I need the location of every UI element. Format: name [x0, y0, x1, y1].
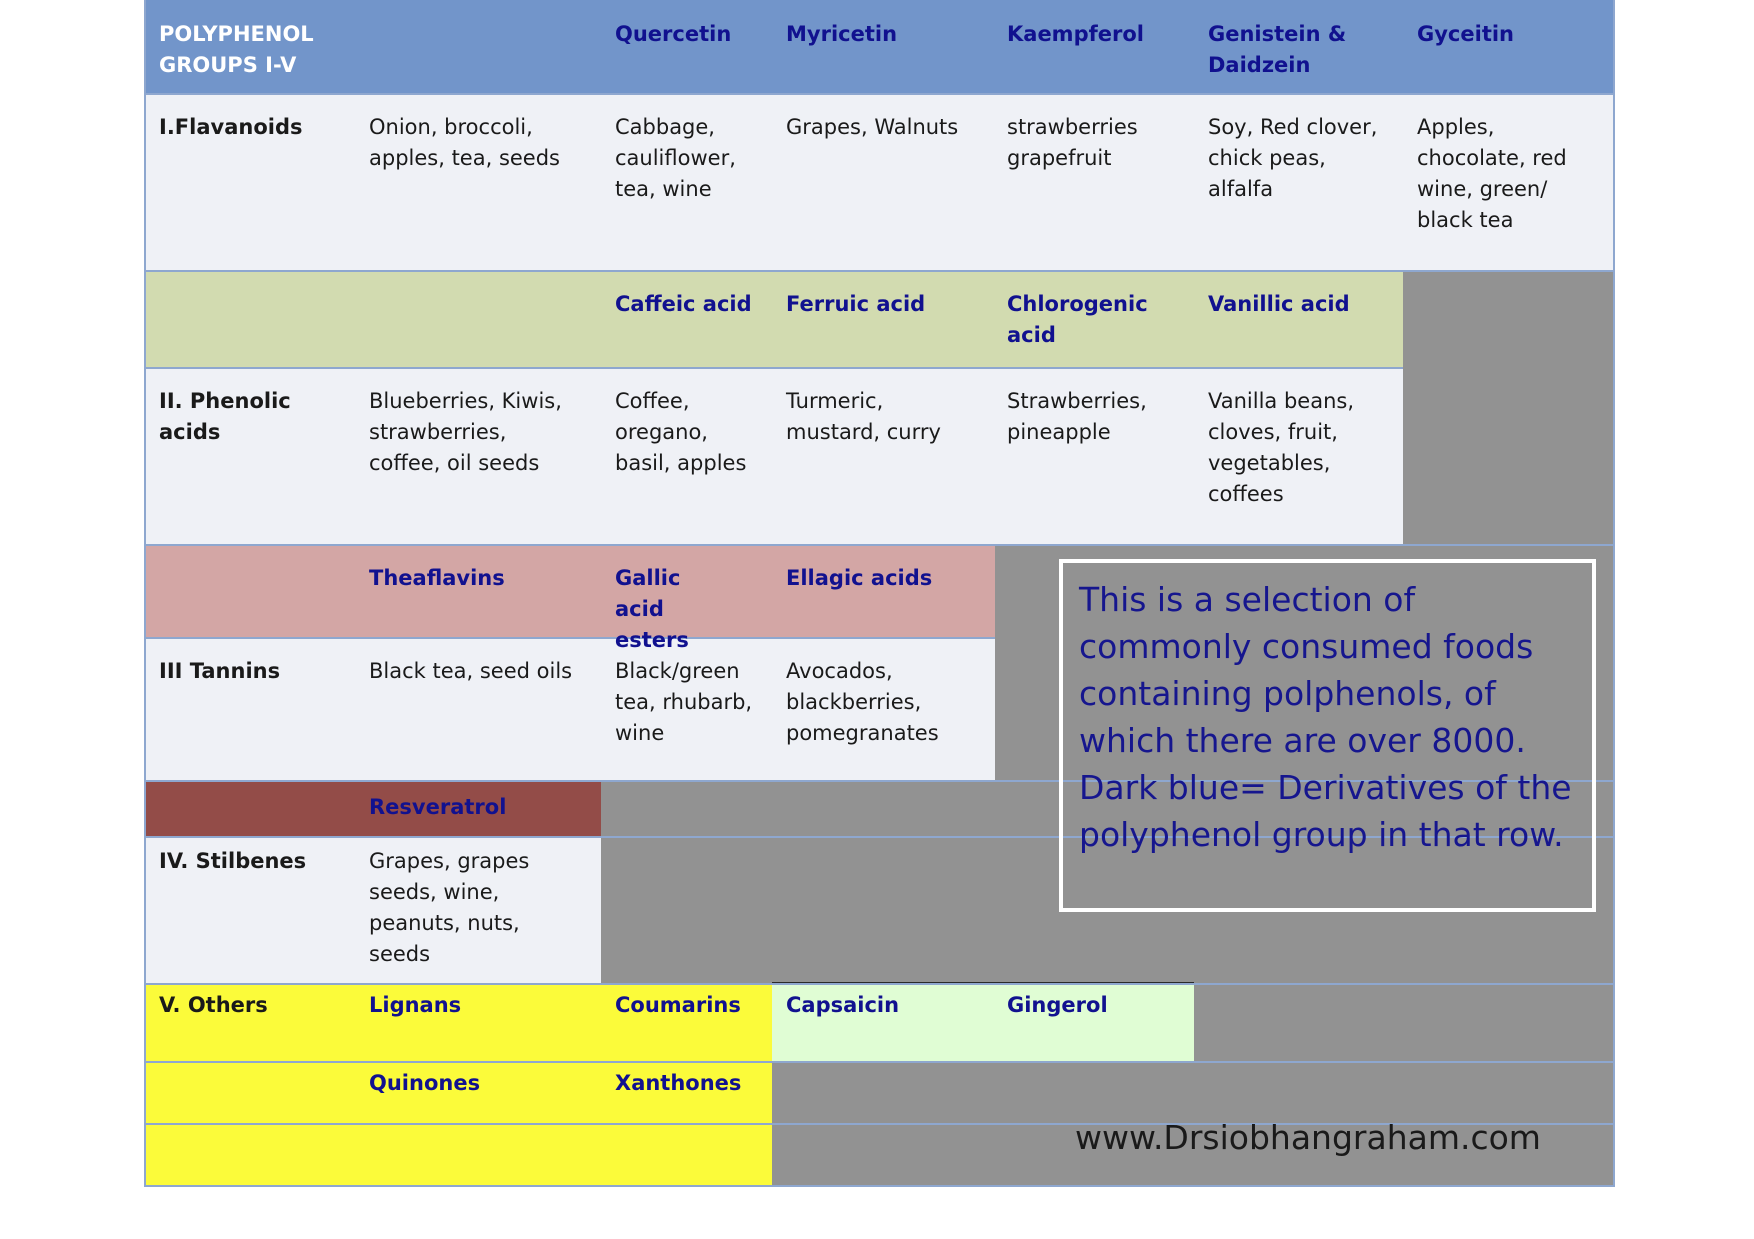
row-label-stilbenes: IV. Stilbenes [159, 849, 307, 873]
others-derivative-quinones: Quinones [369, 1071, 481, 1095]
phenolic-derivative-vanillic: Vanillic acid [1208, 292, 1350, 316]
flavanoids-foods-6: Apples, chocolate, red wine, green/ black tea [1417, 115, 1567, 232]
flavanoids-foods-5: Soy, Red clover, chick peas, alfalfa [1208, 115, 1378, 201]
phenolic-foods-4: Strawberries, pineapple [1007, 389, 1147, 444]
phenolic-foods-3: Turmeric, mustard, curry [786, 389, 941, 444]
phenolic-derivative-chlorogenic: Chlorogenic acid [1007, 292, 1148, 347]
tannin-derivative-theaflavins: Theaflavins [369, 566, 505, 590]
header-derivative-gyceitin: Gyceitin [1417, 22, 1515, 46]
others-derivative-xanthones: Xanthones [615, 1071, 742, 1095]
header-derivative-quercetin: Quercetin [615, 22, 732, 46]
phenolic-foods-2: Coffee, oregano, basil, apples [615, 389, 747, 475]
row-label-phenolic-acids: II. Phenolic acids [159, 389, 291, 444]
row-label-flavanoids: I.Flavanoids [159, 115, 303, 139]
header-derivative-kaempferol: Kaempferol [1007, 22, 1144, 46]
flavanoids-foods-4: strawberries grapefruit [1007, 115, 1138, 170]
tannin-foods-1: Black tea, seed oils [369, 659, 573, 683]
note-box [1059, 559, 1596, 912]
row-label-tannins: III Tannins [159, 659, 281, 683]
note-legend-text: Dark blue= Derivatives of the polyphenol group in that row. [1079, 768, 1572, 854]
header-derivative-myricetin: Myricetin [786, 22, 898, 46]
others-derivative-capsaicin: Capsaicin [786, 993, 900, 1017]
tannin-foods-2: Black/green tea, rhubarb, wine [615, 659, 753, 745]
phenolic-derivative-ferruic: Ferruic acid [786, 292, 926, 316]
grid-line [145, 1185, 1614, 1187]
row-label-others: V. Others [159, 993, 268, 1017]
others-derivative-gingerol: Gingerol [1007, 993, 1108, 1017]
flavanoids-foods-3: Grapes, Walnuts [786, 115, 959, 139]
tannin-derivative-ellagic: Ellagic acids [786, 566, 933, 590]
tannin-foods-3: Avocados, blackberries, pomegranates [786, 659, 939, 745]
flavanoids-foods-2: Cabbage, cauliflower, tea, wine [615, 115, 736, 201]
others-derivative-lignans: Lignans [369, 993, 462, 1017]
stilbene-derivative-resveratrol: Resveratrol [369, 795, 507, 819]
stilbene-foods-1: Grapes, grapes seeds, wine, peanuts, nuts, seeds [369, 849, 530, 966]
header-derivative-genistein-daidzein: Genistein & Daidzein [1208, 22, 1347, 77]
flavanoids-foods-1: Onion, broccoli, apples, tea, seeds [369, 115, 560, 170]
others-derivative-coumarins: Coumarins [615, 993, 741, 1017]
phenolic-derivative-caffeic: Caffeic acid [615, 292, 752, 316]
note-selection-text: This is a selection of commonly consumed foods containing polphenols, of which there are over 8000. [1079, 580, 1534, 760]
header-group-title: POLYPHENOL GROUPS I-V [159, 22, 314, 77]
phenolic-foods-1: Blueberries, Kiwis, strawberries, coffee, oil seeds [369, 389, 562, 475]
tannin-derivative-gallic: Gallic acid esters [615, 566, 689, 652]
website-url: www.Drsiobhangraham.com [1075, 1118, 1541, 1157]
phenolic-foods-5: Vanilla beans, cloves, fruit, vegetables, coffees [1208, 389, 1355, 506]
